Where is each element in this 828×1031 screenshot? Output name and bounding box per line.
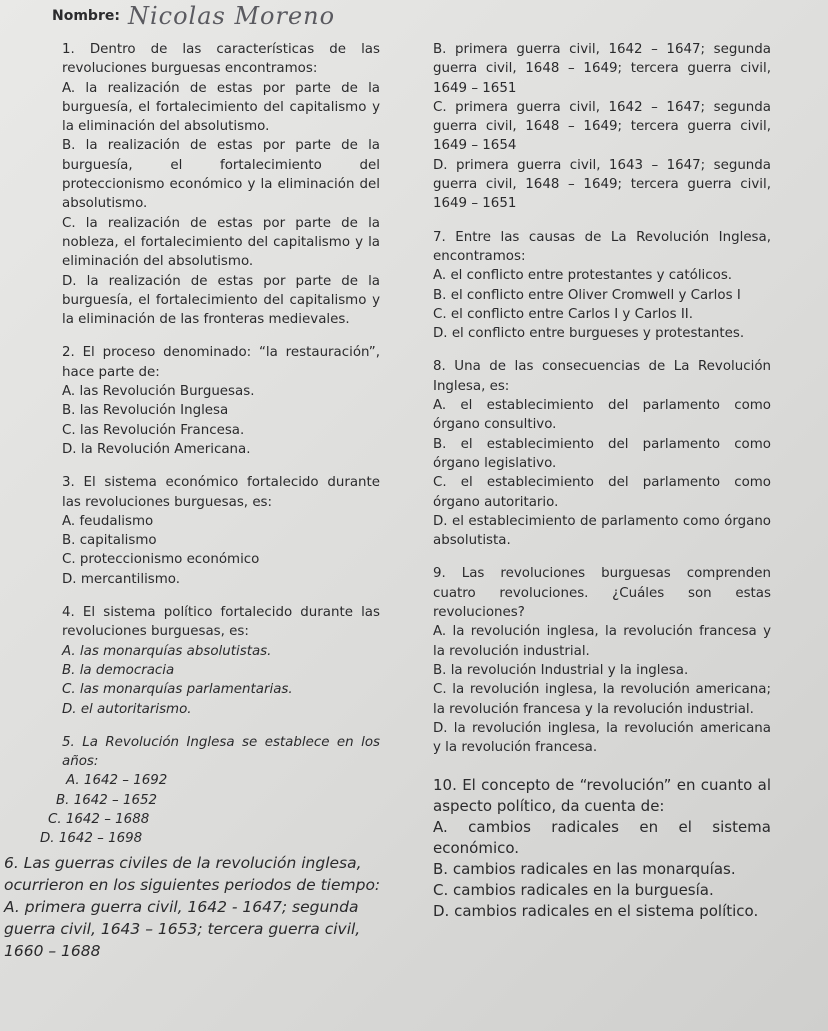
option-a: A. 1642 – 1692	[66, 773, 168, 789]
question-text: 2. El proceso denominado: “la restauración”, hace parte de:	[62, 345, 380, 380]
option-c: C. las Revolución Francesa.	[62, 422, 245, 438]
option-b: B. el conflicto entre Oliver Cromwell y Carlos I	[433, 287, 741, 303]
option-d: D. el autoritarismo.	[62, 701, 192, 717]
option-c: C. cambios radicales en la burguesía.	[433, 881, 714, 900]
option-b: B. capitalismo	[62, 533, 157, 549]
option-a: A. cambios radicales en el sistema económico.	[433, 818, 771, 858]
option-d: D. la Revolución Americana.	[62, 441, 251, 457]
option-a: A. el conflicto entre protestantes y católicos.	[433, 268, 733, 284]
question-6-continued	[433, 40, 771, 214]
option-a: A. primera guerra civil, 1642 - 1647; segunda guerra civil, 1643 – 1653; tercera guerra civil, 1660 – 1688	[4, 898, 361, 960]
question-text: 6. Las guerras civiles de la revolución inglesa, ocurrieron en los siguientes periodos de tiempo:	[4, 854, 381, 894]
question-5	[40, 733, 380, 849]
question-10	[433, 775, 771, 922]
option-b: B. la democracia	[62, 662, 175, 678]
option-c: C. las monarquías parlamentarias.	[62, 682, 293, 698]
option-c: C. el establecimiento del parlamento como órgano autoritario.	[433, 475, 771, 510]
question-3	[62, 473, 380, 589]
question-1	[62, 40, 380, 329]
option-d: D. cambios radicales en el sistema político.	[433, 902, 759, 921]
question-text: 3. El sistema económico fortalecido durante las revoluciones burguesas, es:	[62, 475, 380, 510]
right-column	[433, 40, 771, 936]
question-text: 5. La Revolución Inglesa se establece en los años:	[62, 734, 380, 770]
option-c: C. proteccionismo económico	[62, 552, 260, 568]
option-b: B. el establecimiento del parlamento como órgano legislativo.	[433, 436, 771, 471]
option-a: A. feudalismo	[62, 513, 154, 529]
name-label: Nombre:	[52, 8, 120, 24]
option-c: C. la realización de estas por parte de la nobleza, el fortalecimiento del capitalismo y la eliminación del absolutismo.	[62, 215, 380, 270]
option-c: C. 1642 – 1688	[48, 811, 150, 827]
left-column	[40, 40, 380, 863]
option-d: D. la realización de estas por parte de la burguesía, el fortalecimiento del capitalismo y la eliminación de las fronteras medievales.	[62, 273, 380, 328]
question-text: 7. Entre las causas de La Revolución Inglesa, encontramos:	[433, 229, 771, 264]
question-7	[433, 228, 771, 344]
option-d: D. la revolución inglesa, la revolución americana y la revolución francesa.	[433, 720, 771, 756]
handwritten-name: Nicolas Moreno	[127, 2, 336, 30]
question-8	[433, 357, 771, 550]
option-b: B. 1642 – 1652	[56, 792, 158, 808]
question-text: 4. El sistema político fortalecido durante las revoluciones burguesas, es:	[62, 605, 380, 640]
option-a: A. la realización de estas por parte de la burguesía, el fortalecimiento del capitalismo y la eliminación del absolutismo.	[62, 80, 380, 135]
option-c: C. la revolución inglesa, la revolución americana; la revolución francesa y la revolución industrial.	[433, 682, 771, 717]
option-a: A. la revolución inglesa, la revolución francesa y la revolución industrial.	[433, 624, 771, 659]
option-b: B. la realización de estas por parte de la burguesía, el fortalecimiento del proteccionismo económico y la eliminación del absolutismo.	[62, 138, 380, 212]
option-a: A. las Revolución Burguesas.	[62, 384, 255, 400]
option-b: B. las Revolución Inglesa	[62, 403, 229, 419]
name-header	[52, 2, 335, 30]
question-text: 8. Una de las consecuencias de La Revolución Inglesa, es:	[433, 359, 771, 394]
question-9	[433, 564, 771, 757]
option-d: D. primera guerra civil, 1643 – 1647; segunda guerra civil, 1648 – 1649; tercera guerra civil, 1649 – 1651	[433, 157, 771, 212]
question-text: 9. Las revoluciones burguesas comprenden cuatro revoluciones. ¿Cuáles son estas revoluciones?	[433, 566, 771, 621]
question-text: 1. Dentro de las características de las revoluciones burguesas encontramos:	[62, 42, 380, 77]
option-d: D. el conflicto entre burgueses y protestantes.	[433, 326, 745, 342]
option-b: B. la revolución Industrial y la inglesa.	[433, 662, 689, 678]
question-2	[62, 343, 380, 459]
question-text: 10. El concepto de “revolución” en cuanto al aspecto político, da cuenta de:	[433, 776, 771, 816]
option-a: A. las monarquías absolutistas.	[62, 643, 272, 659]
question-4	[62, 603, 380, 719]
option-c: C. el conflicto entre Carlos I y Carlos II.	[433, 306, 693, 322]
option-d: D. mercantilismo.	[62, 571, 181, 587]
question-6	[4, 852, 384, 962]
option-b: B. cambios radicales en las monarquías.	[433, 860, 736, 879]
option-d: D. el establecimiento de parlamento como órgano absolutista.	[433, 513, 771, 549]
option-c: C. primera guerra civil, 1642 – 1647; segunda guerra civil, 1648 – 1649; tercera guerra civil, 1649 – 1654	[433, 99, 771, 154]
option-a: A. el establecimiento del parlamento como órgano consultivo.	[433, 398, 771, 433]
option-d: D. 1642 – 1698	[40, 831, 143, 847]
option-b: B. primera guerra civil, 1642 – 1647; segunda guerra civil, 1648 – 1649; tercera guerra civil, 1649 – 1651	[433, 42, 771, 96]
